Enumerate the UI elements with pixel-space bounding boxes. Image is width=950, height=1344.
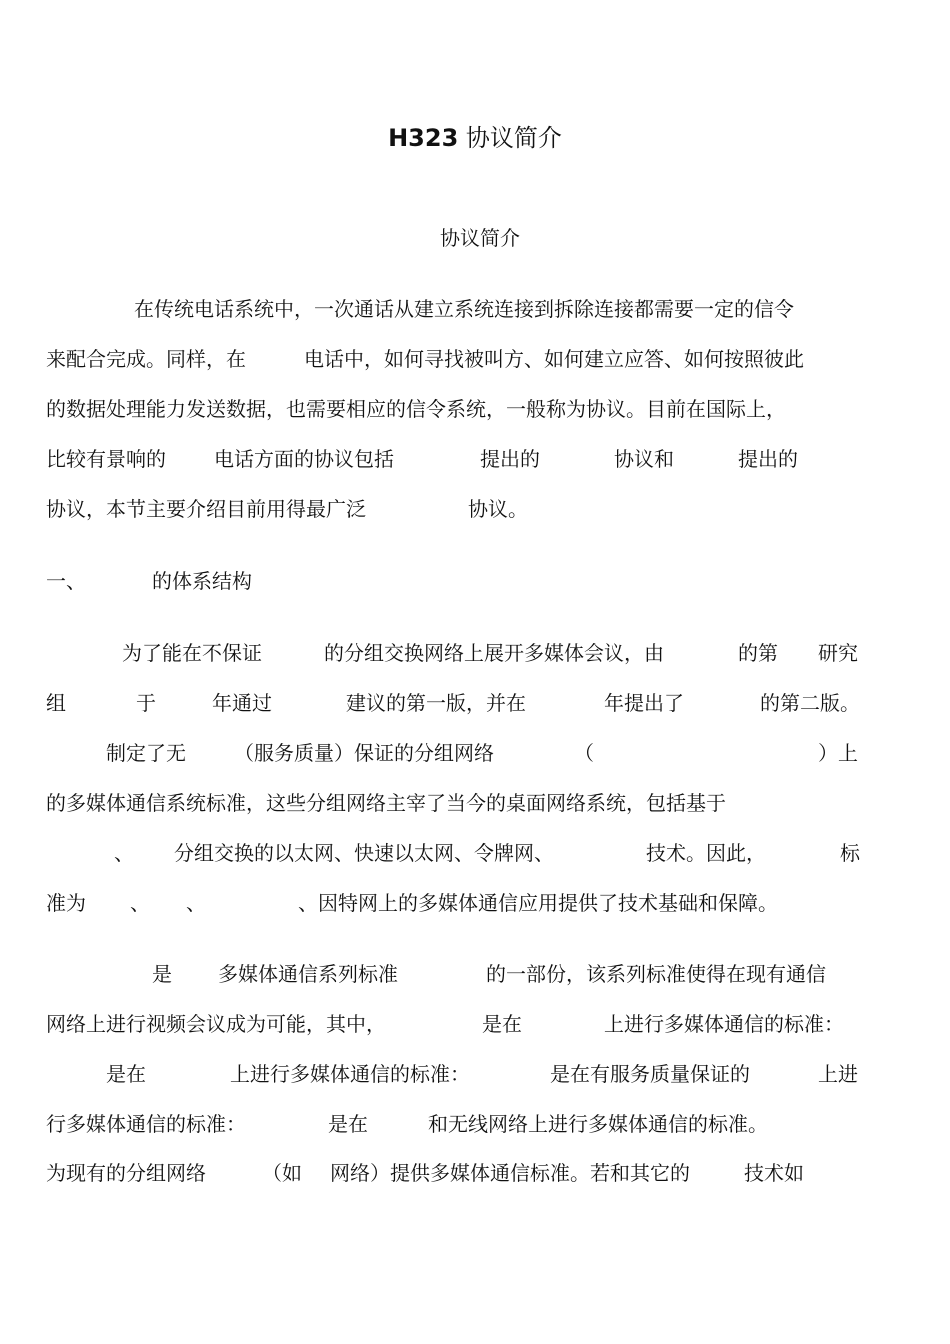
p1-line4c: 提出的 bbox=[480, 447, 540, 471]
page-title: H323 协议简介 bbox=[388, 124, 562, 152]
p3-line4b: 是在 bbox=[328, 1112, 368, 1136]
subtitle: 协议简介 bbox=[440, 226, 520, 250]
p2-line5d: 标 bbox=[840, 841, 860, 865]
p1-line1: 在传统电话系统中，一次通话从建立系统连接到拆除连接都需要一定的信令 bbox=[134, 297, 794, 321]
p2-line2c: 年通过 bbox=[212, 691, 272, 715]
p2-line3d: ）上 bbox=[818, 741, 858, 765]
p3-line2a: 网络上进行视频会议成为可能，其中， bbox=[46, 1012, 386, 1036]
p3-line3b: 上进行多媒体通信的标准： bbox=[230, 1062, 470, 1086]
p3-line5d: 技术如 bbox=[744, 1161, 804, 1185]
section-title: 的体系结构 bbox=[152, 569, 252, 593]
p3-line2b: 是在 bbox=[482, 1012, 522, 1036]
p2-line1b: 的分组交换网络上展开多媒体会议，由 bbox=[324, 641, 664, 665]
p2-line2f: 的第二版。 bbox=[760, 691, 860, 715]
p2-line2e: 年提出了 bbox=[604, 691, 684, 715]
p1-line5b: 协议。 bbox=[468, 497, 528, 521]
p2-line1c: 的第 bbox=[738, 641, 778, 665]
p3-line1a: 是 bbox=[152, 962, 172, 986]
p3-line3d: 上进 bbox=[818, 1062, 858, 1086]
p2-line3a: 制定了无 bbox=[106, 741, 186, 765]
p3-line2c: 上进行多媒体通信的标准： bbox=[604, 1012, 844, 1036]
p2-line2d: 建议的第一版，并在 bbox=[346, 691, 526, 715]
p3-line3a: 是在 bbox=[106, 1062, 146, 1086]
p1-line3: 的数据处理能力发送数据，也需要相应的信令系统，一般称为协议。目前在国际上， bbox=[46, 397, 786, 421]
p1-line4b: 电话方面的协议包括 bbox=[214, 447, 394, 471]
p2-line5b: 分组交换的以太网、快速以太网、令牌网、 bbox=[174, 841, 554, 865]
section-number: 一、 bbox=[46, 569, 86, 593]
p2-line3c: （ bbox=[574, 741, 594, 765]
p3-line5b: （如 bbox=[262, 1161, 302, 1185]
p1-line5a: 协议，本节主要介绍目前用得最广泛 bbox=[46, 497, 366, 521]
p3-line5c: 网络）提供多媒体通信标准。若和其它的 bbox=[330, 1161, 690, 1185]
p2-line2b: 于 bbox=[136, 691, 156, 715]
p2-line5c: 技术。因此， bbox=[646, 841, 766, 865]
p3-line1c: 的一部份，该系列标准使得在现有通信 bbox=[486, 962, 826, 986]
p2-line6a: 准为 bbox=[46, 891, 86, 915]
p3-line4a: 行多媒体通信的标准： bbox=[46, 1112, 246, 1136]
p2-line5a: 、 bbox=[114, 841, 134, 865]
p2-line1a: 为了能在不保证 bbox=[122, 641, 262, 665]
p3-line4c: 和无线网络上进行多媒体通信的标准。 bbox=[428, 1112, 768, 1136]
p1-line4a: 比较有景响的 bbox=[46, 447, 166, 471]
p1-line2a: 来配合完成。同样，在 bbox=[46, 347, 246, 371]
p2-line4: 的多媒体通信系统标准，这些分组网络主宰了当今的桌面网络系统，包括基于 bbox=[46, 791, 726, 815]
p1-line4d: 协议和 bbox=[614, 447, 674, 471]
p2-line6b: 、 bbox=[130, 891, 150, 915]
p2-line6c: 、 bbox=[186, 891, 206, 915]
p2-line1d: 研究 bbox=[818, 641, 858, 665]
p1-line2b: 电话中，如何寻找被叫方、如何建立应答、如何按照彼此 bbox=[304, 347, 804, 371]
p2-line6d: 、因特网上的多媒体通信应用提供了技术基础和保障。 bbox=[298, 891, 778, 915]
p3-line5a: 为现有的分组网络 bbox=[46, 1161, 206, 1185]
p3-line3c: 是在有服务质量保证的 bbox=[550, 1062, 750, 1086]
p1-line4e: 提出的 bbox=[738, 447, 798, 471]
p2-line3b: （服务质量）保证的分组网络 bbox=[234, 741, 494, 765]
p3-line1b: 多媒体通信系列标准 bbox=[218, 962, 398, 986]
p2-line2a: 组 bbox=[46, 691, 66, 715]
